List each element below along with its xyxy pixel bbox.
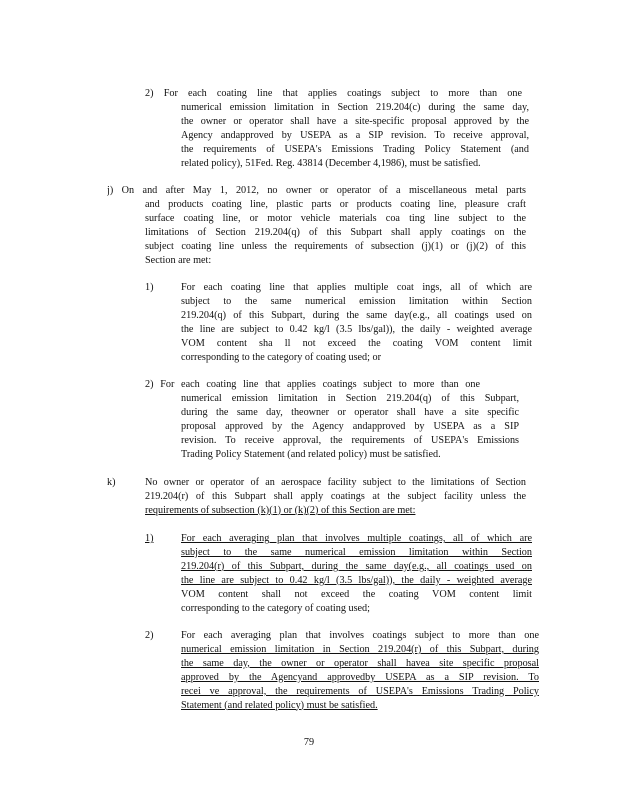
- text-line: and products coating line, plastic parts or products coating line, pleasure craft: [145, 198, 526, 210]
- text-line: proposal approved by the Agency andapproved by USEPA as a SIP: [181, 420, 519, 432]
- text-line: numerical emission limitation in Section 219.204(r) of this Subpart, during: [181, 643, 539, 655]
- section-j-first-line: j) On and after May 1, 2012, no owner or operator of a miscellaneous metal parts: [107, 185, 526, 196]
- item-i2-body: [181, 101, 529, 171]
- item-i2-label: 2): [145, 88, 154, 99]
- text-line: 219.204(r) of this Subpart, during the same day(e.g., all coatings used on: [181, 560, 532, 572]
- text-line: the line are subject to 0.42 kg/l (3.5 lbs/gal)), the daily - weighted average: [181, 574, 532, 586]
- item-j2: [145, 378, 480, 392]
- section-j: [107, 184, 526, 198]
- item-k1-label: 1): [145, 533, 154, 544]
- item-k2-label: 2): [145, 630, 154, 641]
- text-line: Agency andapproved by USEPA as a SIP revision. To receive approval,: [181, 129, 529, 141]
- text-line: No owner or operator of an aerospace facility subject to the limitations of Section: [145, 477, 526, 488]
- text-line: numerical emission limitation in Section 219.204(q) of this Subpart,: [181, 392, 519, 404]
- text-line: approved by the Agencyand approvedby USEPA as a SIP revision. To: [181, 671, 539, 683]
- text-line: subject to the same numerical emission limitation within Section: [181, 295, 532, 307]
- text-line: surface coating line, or motor vehicle materials coa ting line subject to the: [145, 212, 526, 224]
- section-k-body: [145, 476, 526, 518]
- item-j1-body: [181, 281, 532, 364]
- text-line: the owner or operator shall have a site-specific proposal approved by the: [181, 115, 529, 127]
- text-line: corresponding to the category of coating used; or: [181, 351, 382, 363]
- text-line: Trading Policy Statement (and related policy) must be satisfied.: [181, 448, 441, 460]
- text-line: Statement (and related policy) must be satisfied.: [181, 699, 378, 711]
- text-line: For each averaging plan that involves multiple coatings, all of which are: [181, 533, 532, 544]
- page-number: 79: [303, 737, 315, 748]
- text-line: related policy), 51Fed. Reg. 43814 (December 4,1986), must be satisfied.: [181, 157, 481, 169]
- section-j-label: j): [107, 185, 114, 196]
- text-line: limitations of Section 219.204(q) of this Subpart shall apply coatings on the: [145, 226, 526, 238]
- text-line: For each averaging plan that involves coatings subject to more than one: [181, 630, 539, 641]
- text-line: during the same day, theowner or operator shall have a site specific: [181, 406, 519, 418]
- text-line: revision. To receive approval, the requirements of USEPA's Emissions: [181, 434, 519, 446]
- item-k2-body: [181, 629, 539, 712]
- item-j2-first-line: 2) For each coating line that applies coatings subject to more than one: [145, 379, 480, 390]
- text-line: Section are met:: [145, 254, 212, 266]
- text-line: the line are subject to 0.42 kg/l (3.5 lbs/gal)), the daily - weighted average: [181, 323, 532, 335]
- text-line: the requirements of USEPA's Emissions Trading Policy Statement (and: [181, 143, 529, 155]
- item-j1-label: 1): [145, 282, 154, 293]
- section-j-body: [145, 198, 526, 268]
- item-j2-label: 2): [145, 379, 154, 390]
- text-line: subject coating line unless the requirements of subsection (j)(1) or (j)(2) of this: [145, 240, 526, 252]
- section-k-label: k): [107, 477, 116, 488]
- text-line: 219.204(q) of this Subpart, during the same day(e.g., all coatings used on: [181, 309, 532, 321]
- text-line: VOM content shall not exceed the coating VOM content limit: [181, 588, 532, 600]
- item-i2: [145, 87, 522, 101]
- text-line: corresponding to the category of coating used;: [181, 602, 370, 614]
- text-line: the same day, the owner or operator shall havea site specific proposal: [181, 657, 539, 669]
- text-line: subject to the same numerical emission limitation within Section: [181, 546, 532, 558]
- item-k1-body: [181, 532, 532, 615]
- text-line: VOM content sha ll not exceed the coating VOM content limit: [181, 337, 532, 349]
- item-i2-first-line: 2) For each coating line that applies coatings subject to more than one: [145, 88, 522, 99]
- text-line: recei ve approval, the requirements of USEPA's Emissions Trading Policy: [181, 685, 539, 697]
- text-line: numerical emission limitation in Section 219.204(c) during the same day,: [181, 101, 529, 113]
- text-line: requirements of subsection (k)(1) or (k)(2) of this Section are met:: [145, 504, 416, 516]
- item-j2-body: [181, 392, 519, 462]
- text-line: For each coating line that applies multiple coat ings, all of which are: [181, 282, 532, 293]
- text-line: 219.204(r) of this Subpart shall apply coatings at the subject facility unless the: [145, 490, 526, 502]
